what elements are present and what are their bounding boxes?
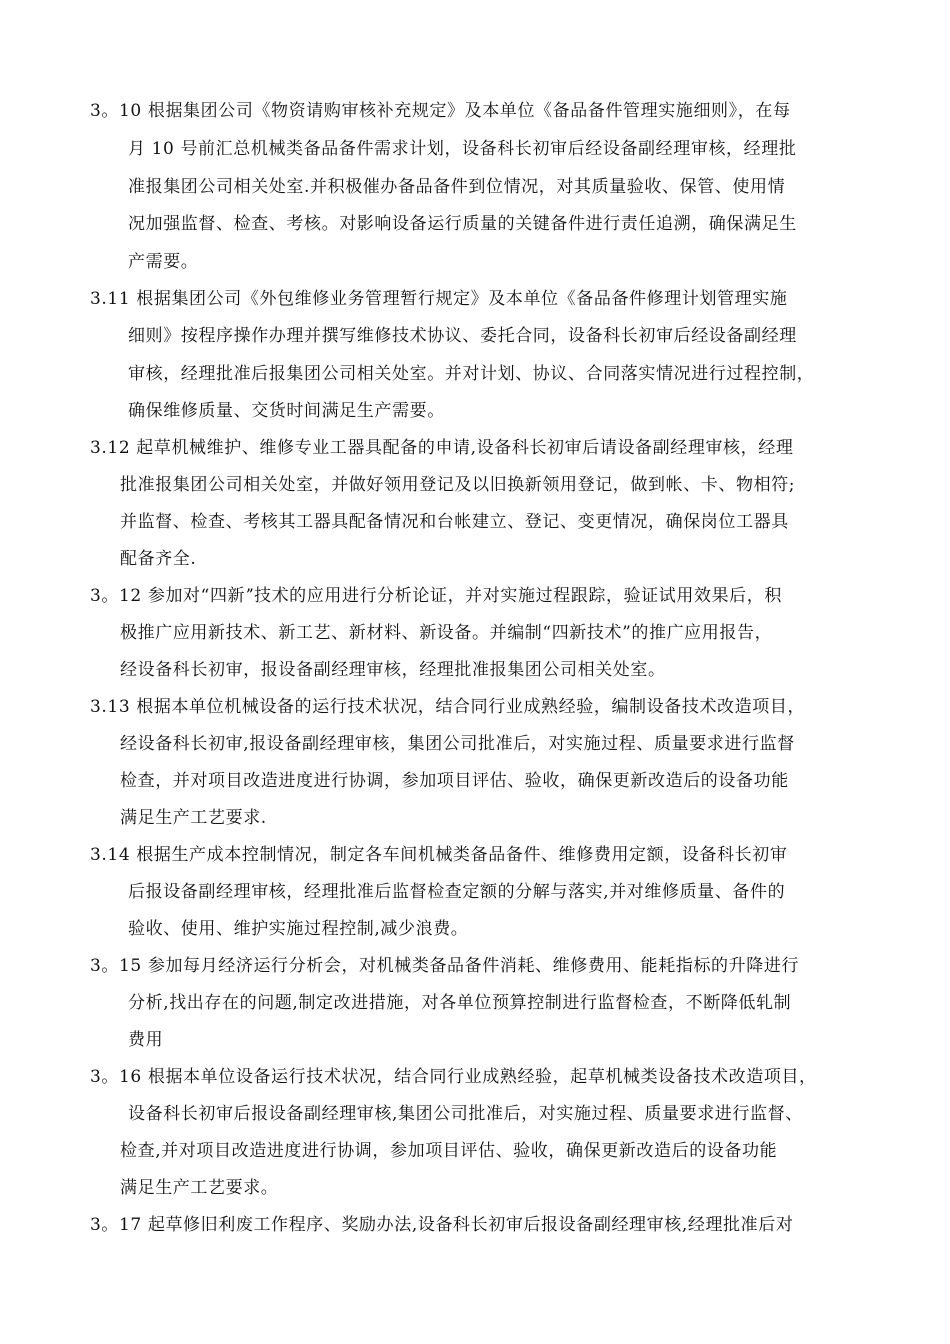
text-line: 月 10 号前汇总机械类备品备件需求计划，设备科长初审后经设备副经理审核，经理批 xyxy=(128,139,797,159)
text-line: 满足生产工艺要求。 xyxy=(120,1178,279,1198)
text-line: 并监督、检查、考核其工器具配备情况和台帐建立、登记、变更情况，确保岗位工器具 xyxy=(120,512,789,532)
text-line: 3.12 起草机械维护、维修专业工器具配备的申请,设备科长初审后请设备副经理审核，经理 xyxy=(90,438,794,458)
text-line: 3.11 根据集团公司《外包维修业务管理暂行规定》及本单位《备品备件修理计划管理实施 xyxy=(90,289,788,309)
text-line: 经设备科长初审,报设备副经理审核，集团公司批准后，对实施过程、质量要求进行监督 xyxy=(120,734,795,754)
text-line: 细则》按程序操作办理并撰写维修技术协议、委托合同，设备科长初审后经设备副经理 xyxy=(128,326,797,346)
text-line: 检查，并对项目改造进度进行协调，参加项目评估、验收，确保更新改造后的设备功能 xyxy=(120,771,789,791)
text-line: 费用 xyxy=(128,1030,164,1050)
text-line: 3。15 参加每月经济运行分析会，对机械类备品备件消耗、维修费用、能耗指标的升降进行 xyxy=(90,956,800,976)
text-line: 分析,找出存在的问题,制定改进措施，对各单位预算控制进行监督检查，不断降低轧制 xyxy=(128,993,792,1013)
text-line: 3。12 参加对“四新ˮ技术的应用进行分析论证，并对实施过程跟踪，验证试用效果后，积 xyxy=(90,586,782,606)
text-line: 设备科长初审后报设备副经理审核,集团公司批准后，对实施过程、质量要求进行监督、 xyxy=(128,1104,803,1124)
text-line: 后报设备副经理审核，经理批准后监督检查定额的分解与落实,并对维修质量、备件的 xyxy=(128,882,786,902)
text-line: 经设备科长初审，报设备副经理审核，经理批准报集团公司相关处室。 xyxy=(120,660,666,680)
text-line: 确保维修质量、交货时间满足生产需要。 xyxy=(128,401,445,421)
text-line: 3。17 起草修旧利废工作程序、奖励办法,设备科长初审后报设备副经理审核,经理批准后对 xyxy=(90,1215,794,1235)
text-line: 3.14 根据生产成本控制情况，制定各车间机械类备品备件、维修费用定额，设备科长初审 xyxy=(90,845,788,865)
text-line: 配备齐全. xyxy=(120,549,197,569)
text-line: 产需要。 xyxy=(128,252,199,272)
text-line: 况加强监督、检查、考核。对影响设备运行质量的关键备件进行责任追溯，确保满足生 xyxy=(128,214,797,234)
text-line: 3。10 根据集团公司《物资请购审核补充规定》及本单位《备品备件管理实施细则》，在每 xyxy=(90,101,791,121)
text-line: 验收、使用、维护实施过程控制,减少浪费。 xyxy=(128,919,469,939)
text-line: 极推广应用新技术、新工艺、新材料、新设备。并编制“四新技术”的推广应用报告， xyxy=(120,623,773,643)
text-line: 3。16 根据本单位设备运行技术状况，结合同行业成熟经验，起草机械类设备技术改造项目， xyxy=(90,1067,817,1087)
text-line: 3.13 根据本单位机械设备的运行技术状况，结合同行业成熟经验，编制设备技术改造项目， xyxy=(90,697,806,717)
text-line: 审核，经理批准后报集团公司相关处室。并对计划、协议、合同落实情况进行过程控制， xyxy=(128,364,815,384)
text-line: 满足生产工艺要求. xyxy=(120,808,267,828)
text-line: 批准报集团公司相关处室，并做好领用登记及以旧换新领用登记，做到帐、卡、物相符; xyxy=(120,475,796,495)
text-line: 检查,并对项目改造进度进行协调，参加项目评估、验收，确保更新改造后的设备功能 xyxy=(120,1141,778,1161)
text-line: 准报集团公司相关处室.并积极催办备品备件到位情况，对其质量验收、保管、使用情 xyxy=(128,177,786,197)
